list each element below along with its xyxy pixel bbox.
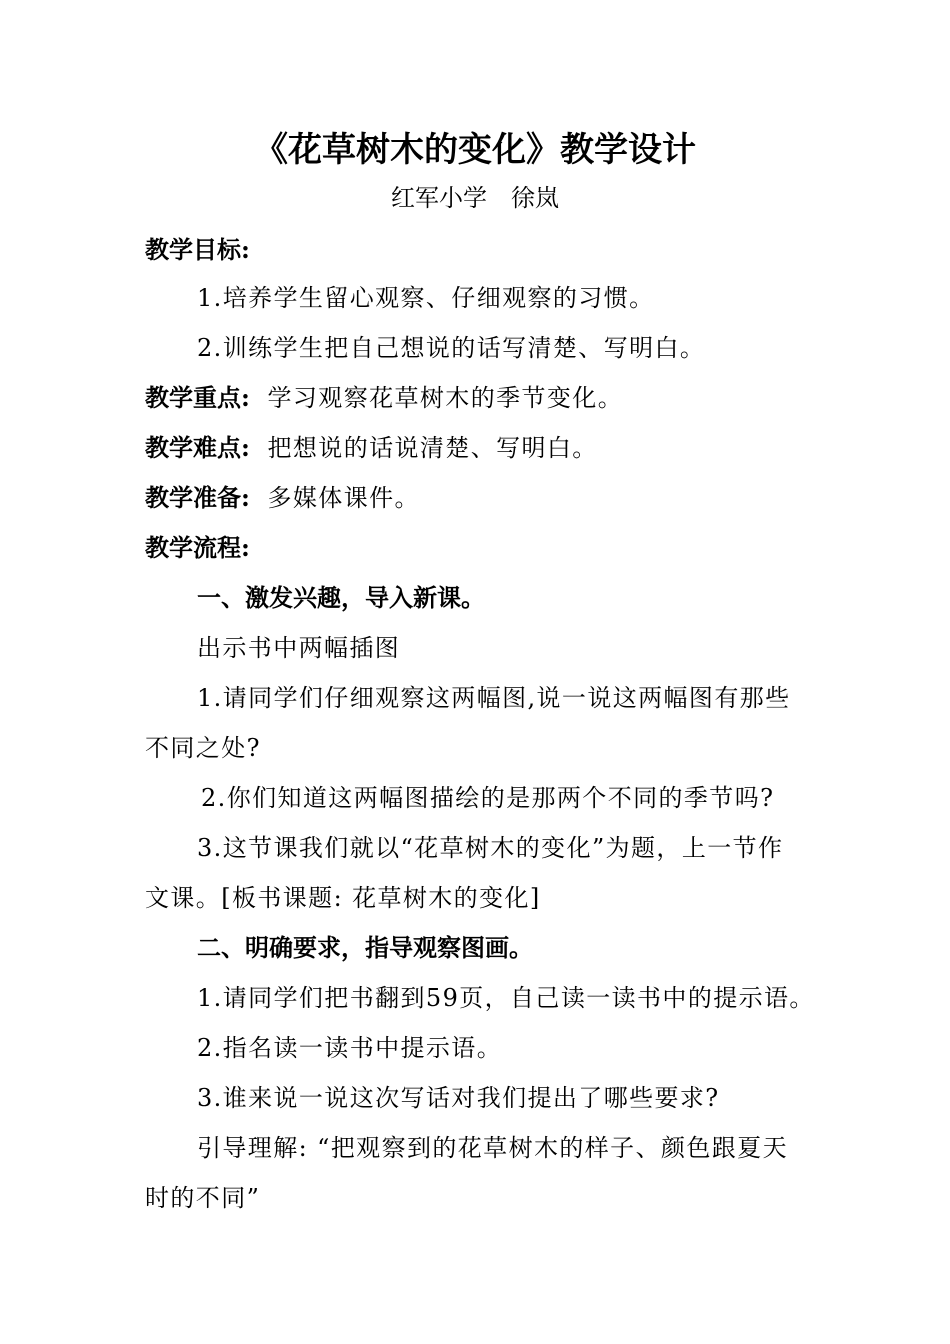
difficulty-text: 把想说的话说清楚、写明白。 bbox=[267, 434, 598, 462]
section-1-item-1-line-1: 1.请同学们仔细观察这两幅图,说一说这两幅图有那些 bbox=[197, 684, 791, 712]
section-1-heading: 一、激发兴趣，导入新课。 bbox=[197, 583, 485, 612]
preparation-text: 多媒体课件。 bbox=[267, 484, 420, 512]
section-1-item-2: 2.你们知道这两幅图描绘的是那两个不同的季节吗? bbox=[201, 784, 775, 812]
section-1-intro: 出示书中两幅插图 bbox=[197, 634, 401, 662]
section-2-guide-line-1: 引导理解: “把观察到的花草树木的样子、颜色跟夏天 bbox=[197, 1134, 788, 1162]
section-2-item-2: 2.指名读一读书中提示语。 bbox=[197, 1034, 503, 1062]
section-1-item-3-line-1: 3.这节课我们就以“花草树木的变化”为题，上一节作 bbox=[197, 834, 784, 862]
section-1-item-1-line-2: 不同之处? bbox=[145, 734, 261, 762]
document-title: 《花草树木的变化》教学设计 bbox=[254, 130, 696, 170]
section-2-item-3: 3.谁来说一说这次写话对我们提出了哪些要求? bbox=[197, 1084, 720, 1112]
objectives-label: 教学目标: bbox=[145, 235, 250, 264]
key-points-text: 学习观察花草树木的季节变化。 bbox=[267, 384, 624, 412]
section-2-heading: 二、明确要求，指导观察图画。 bbox=[197, 933, 533, 962]
process-label: 教学流程: bbox=[145, 533, 250, 562]
key-points-row bbox=[145, 378, 623, 418]
objective-2: 2.训练学生把自己想说的话写清楚、写明白。 bbox=[197, 334, 706, 362]
preparation-row bbox=[145, 478, 420, 518]
objective-1: 1.培养学生留心观察、仔细观察的习惯。 bbox=[197, 284, 655, 312]
key-points-label: 教学重点: bbox=[145, 383, 250, 412]
difficulty-row bbox=[145, 428, 598, 468]
preparation-label: 教学准备: bbox=[145, 483, 250, 512]
section-1-item-3-line-2: 文课。[板书课题: 花草树木的变化] bbox=[145, 884, 541, 912]
author-line: 红军小学 徐岚 bbox=[391, 184, 559, 212]
section-2-item-1: 1.请同学们把书翻到59页，自己读一读书中的提示语。 bbox=[197, 984, 815, 1012]
difficulty-label: 教学难点: bbox=[145, 433, 250, 462]
section-2-guide-line-2: 时的不同” bbox=[145, 1184, 261, 1212]
